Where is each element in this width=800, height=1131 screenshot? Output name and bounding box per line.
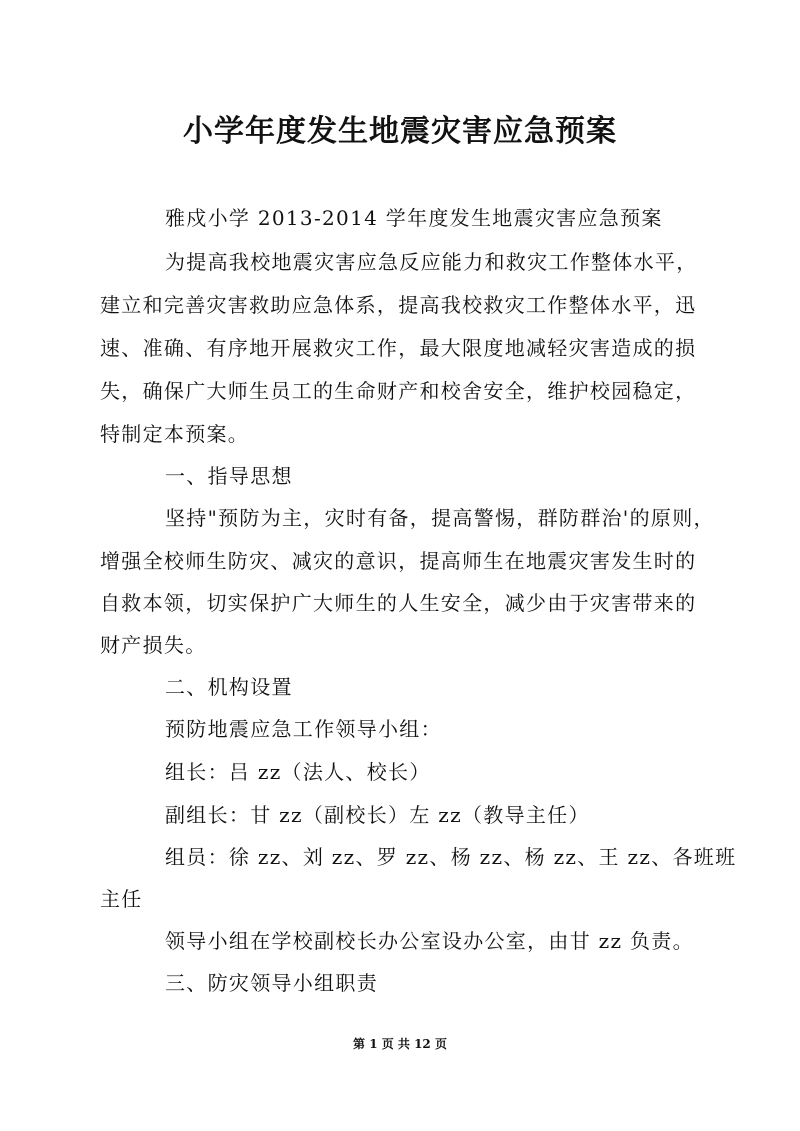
paragraph-line: 主任 — [100, 887, 143, 911]
paragraph-line: 组长：吕 zz（法人、校长） — [165, 760, 431, 784]
paragraph-line: 财产损失。 — [100, 633, 207, 657]
subtitle-line: 雅戍小学 2013-2014 学年度发生地震灾害应急预案 — [165, 206, 663, 230]
paragraph-line: 增强全校师生防灾、减灾的意识，提高师生在地震灾害发生时的 — [100, 549, 697, 573]
paragraph-line: 速、准确、有序地开展救灾工作，最大限度地减轻灾害造成的损 — [100, 336, 697, 360]
section-heading: 二、机构设置 — [165, 675, 293, 699]
document-title: 小学年度发生地震灾害应急预案 — [183, 114, 617, 149]
section-heading: 一、指导思想 — [165, 464, 293, 488]
paragraph-line: 副组长：甘 zz（副校长）左 zz（教导主任） — [165, 803, 590, 827]
paragraph-line: 建立和完善灾害救助应急体系，提高我校救灾工作整体水平，迅 — [100, 293, 697, 317]
paragraph-line: 自救本领，切实保护广大师生的人生安全，减少由于灾害带来的 — [100, 591, 697, 615]
paragraph-line: 组员：徐 zz、刘 zz、罗 zz、杨 zz、杨 zz、王 zz、各班班 — [165, 845, 737, 869]
paragraph-line: 特制定本预案。 — [100, 422, 250, 446]
paragraph-line: 失，确保广大师生员工的生命财产和校舍安全，维护校园稳定， — [100, 379, 697, 403]
paragraph-line: 预防地震应急工作领导小组： — [165, 717, 442, 741]
paragraph-line: 为提高我校地震灾害应急反应能力和救灾工作整体水平， — [165, 250, 698, 274]
paragraph-line: 坚持"预防为主，灾时有备，提高警惕，群防群治'的原则， — [165, 506, 715, 530]
paragraph-line: 领导小组在学校副校长办公室设办公室，由甘 zz 负责。 — [165, 929, 694, 953]
page-number: 第 1 页 共 12 页 — [353, 1037, 447, 1051]
section-heading: 三、防灾领导小组职责 — [165, 971, 378, 995]
